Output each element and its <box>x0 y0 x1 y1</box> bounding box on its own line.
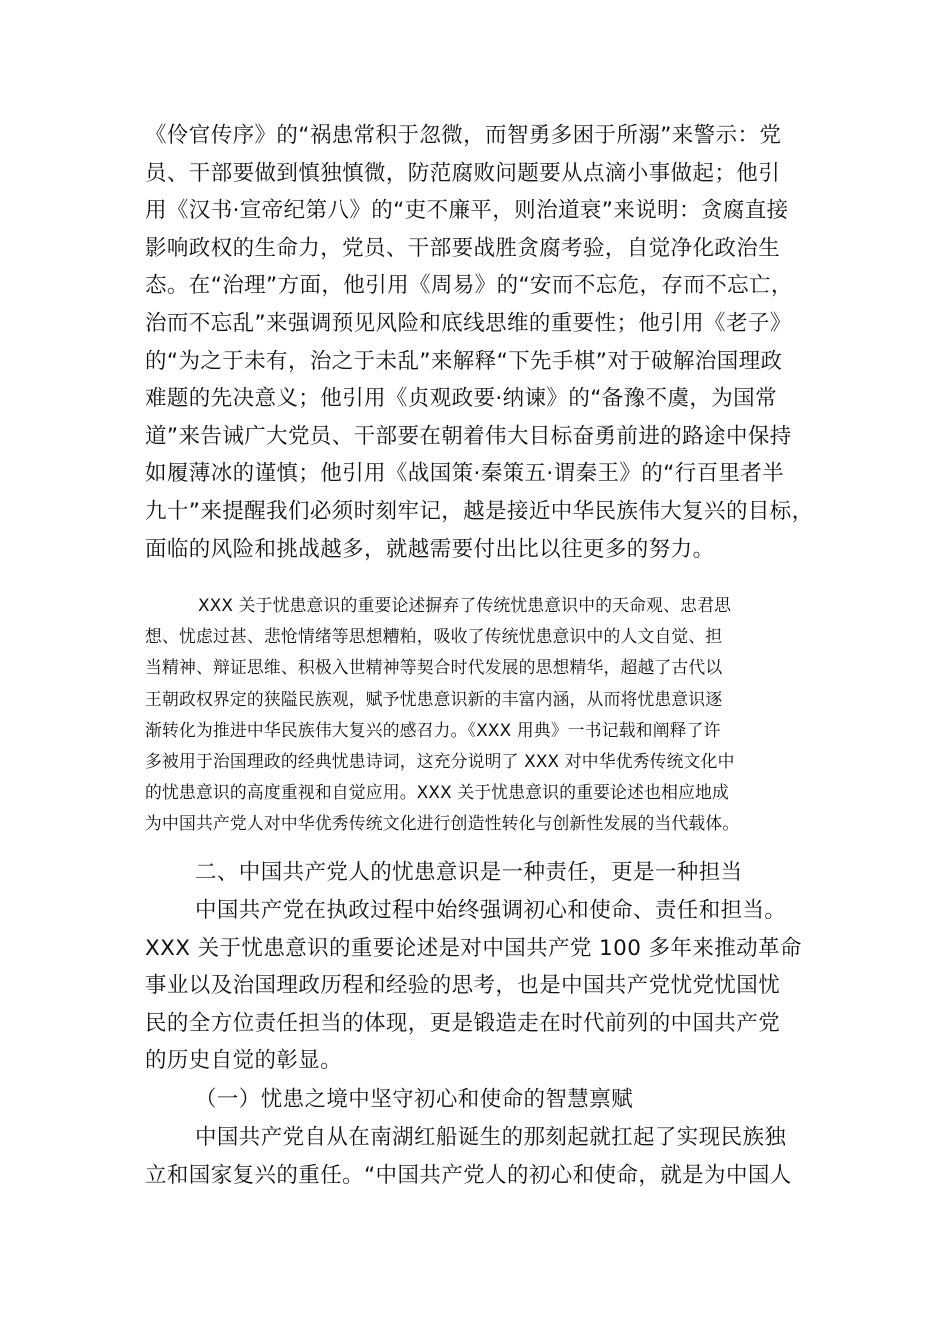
text-line: 多被用于治国理政的经典忧患诗词，这充分说明了 XXX 对中华优秀传统文化中 <box>145 750 735 771</box>
paragraph-responsibility <box>145 892 825 1080</box>
text-line: 用《汉书·宣帝纪第八》的“吏不廉平，则治道衰”来说明：贪腐直接 <box>145 198 789 224</box>
text-line: 中国共产党自从在南湖红船诞生的那刻起就扛起了实现民族独 <box>195 1125 787 1150</box>
text-line: 九十”来提醒我们必须时刻牢记，越是接近中华民族伟大复兴的目标， <box>145 498 814 524</box>
text-line: 员、干部要做到慎独慎微，防范腐败问题要从点滴小事做起；他引 <box>145 160 781 186</box>
text-line: 民的全方位责任担当的体现，更是锻造走在时代前列的中国共产党 <box>145 1010 781 1036</box>
text-line: 影响政权的生命力，党员、干部要战胜贪腐考验，自觉净化政治生 <box>145 235 781 261</box>
text-line: 道”来告诫广大党员、干部要在朝着伟大目标奋勇前进的路途中保持 <box>145 423 792 449</box>
text-line: 态。在“治理”方面，他引用《周易》的“安而不忘危，存而不忘亡， <box>145 273 793 299</box>
text-line: 立和国家复兴的重任。“中国共产党人的初心和使命，就是为中国人 <box>145 1162 792 1188</box>
paragraph-founding <box>145 1119 825 1194</box>
text-line: 面临的风险和挑战越多，就越需要付出比以往更多的努力。 <box>145 536 715 562</box>
text-line: 难题的先决意义；他引用《贞观政要·纳谏》的“备豫不虞，为国常 <box>145 386 777 412</box>
text-line: 王朝政权界定的狭隘民族观，赋予忧患意识新的丰富内涵，从而将忧患意识逐 <box>145 688 723 709</box>
text-line: 为中国共产党人对中华优秀传统文化进行创造性转化与创新性发展的当代载体。 <box>145 813 740 834</box>
text-line: 事业以及治国理政历程和经验的思考，也是中国共产党忧党忧国忧 <box>145 973 781 999</box>
paragraph-quotations <box>145 117 825 568</box>
heading-text: 二、中国共产党人的忧患意识是一种责任，更是一种担当 <box>195 860 743 885</box>
text-line: 的忧患意识的高度重视和自觉应用。XXX 关于忧患意识的重要论述也相应地成 <box>145 782 730 803</box>
text-line: 《伶官传序》的“祸患常积于忽微，而智勇多困于所溺”来警示：党 <box>145 123 782 148</box>
text-line: 的历史自觉的彰显。 <box>145 1048 343 1074</box>
text-line: XXX 关于忧患意识的重要论述是对中国共产党 100 多年来推动革命 <box>145 935 802 961</box>
text-line: 渐转化为推进中华民族伟大复兴的感召力。《XXX 用典》一书记载和阐释了许 <box>145 719 721 740</box>
text-line: 的“为之于未有，治之于未乱”来解释“下先手棋”对于破解治国理政 <box>145 348 783 374</box>
subsection-heading <box>145 1081 825 1119</box>
text-line: 想、忧虑过甚、悲怆情绪等思想糟粕，吸收了传统忧患意识中的人文自觉、担 <box>145 626 723 647</box>
text-line: 治而不忘乱”来强调预见风险和底线思维的重要性；他引用《老子》 <box>145 310 792 336</box>
subheading-text: （一）忧患之境中坚守初心和使命的智慧禀赋 <box>195 1087 634 1112</box>
text-line: 中国共产党在执政过程中始终强调初心和使命、责任和担当。 <box>195 898 787 923</box>
text-line: XXX 关于忧患意识的重要论述摒弃了传统忧患意识中的天命观、忠君思 <box>198 595 732 615</box>
section-heading <box>145 854 825 892</box>
paragraph-summary <box>145 590 825 840</box>
text-line: 当精神、辩证思维、积极入世精神等契合时代发展的思想精华，超越了古代以 <box>145 657 723 678</box>
text-line: 如履薄冰的谨慎；他引用《战国策·秦策五·谓秦王》的“行百里者半 <box>145 461 785 487</box>
